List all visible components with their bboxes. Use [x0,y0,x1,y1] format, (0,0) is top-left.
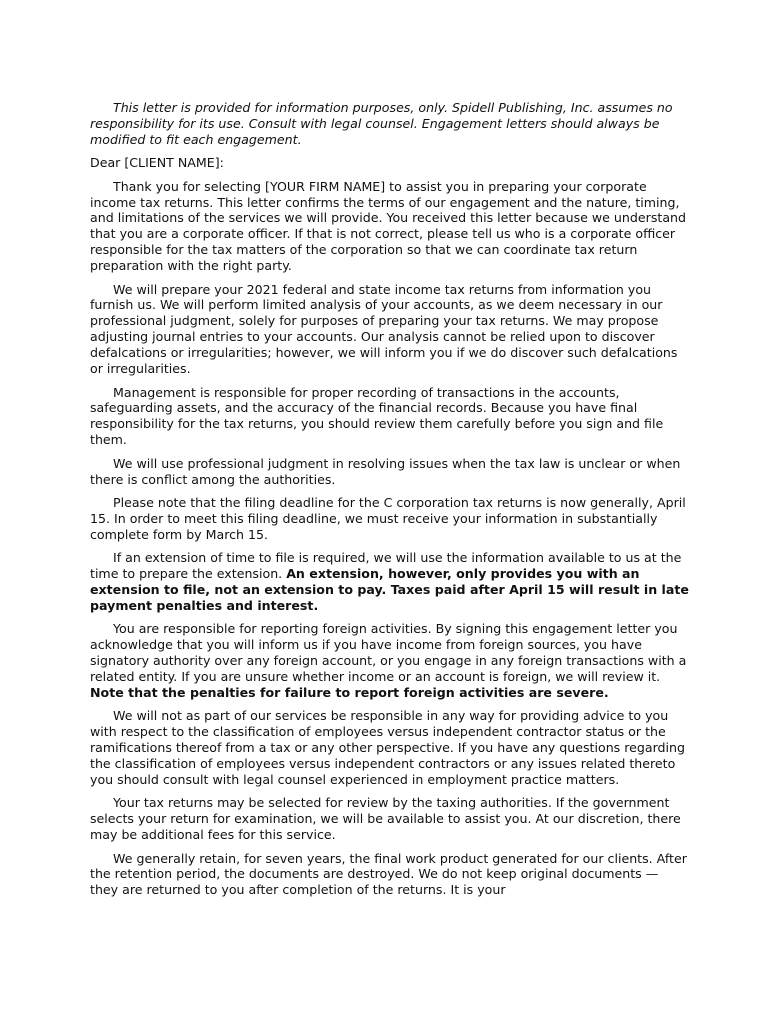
extension-text: If an extension of time to file is required, we will use the information available to us at the time to prepare the extension. [90,550,682,582]
foreign-penalties-warning: Note that the penalties for failure to report foreign activities are severe. [90,684,609,700]
disclaimer-paragraph: This letter is provided for information purposes, only. Spidell Publishing, Inc. assumes no responsibility for its use. Consult with legal counsel. Engagement letters should always be modified to fit each engagement. [90,100,673,147]
paragraph-engagement-intro: Thank you for selecting [YOUR FIRM NAME] to assist you in preparing your corporate income tax returns. This letter confirms the terms of our engagement and the nature, timing, and limitations of the services we will provide. You received this letter because we understand that you are a corporate officer. If that is not correct, please tell us who is a corporate officer responsible for the tax matters of the corporation so that we can coordinate tax return preparation with the right party. [90,178,687,274]
foreign-activities-text: You are responsible for reporting foreign activities. By signing this engagement letter you acknowledge that you will inform us if you have income from foreign sources, you have signatory authority over any foreign account, or you engage in any foreign transactions with a related entity. If you are unsure whether income or an account is foreign, we will review it. [90,621,687,684]
paragraph-filing-deadline: Please note that the filing deadline for the C corporation tax returns is now generally, April 15. In order to meet this filing deadline, we must receive your information in substantially complete form by March 15. [90,494,686,542]
paragraph-extension [90,550,690,614]
paragraph-tax-return-preparation: We will prepare your 2021 federal and state income tax returns from information you furnish us. We will perform limited analysis of your accounts, as we deem necessary in our professional judgment, solely for purposes of preparing your tax returns. We may propose adjusting journal entries to your accounts. Our analysis cannot be relied upon to discover defalcations or irregularities; however, we will inform you if we do discover such defalcations or irregularities. [90,281,678,377]
paragraph-employee-classification: We will not as part of our services be responsible in any way for providing advice to you with respect to the classification of employees versus independent contractor status or the ramifications thereof from a tax or any other perspective. If you have any questions regarding the classification of employees versus independent contractors or any issues related thereto you should consult with legal counsel experienced in employment practice matters. [90,708,686,787]
paragraph-professional-judgment: We will use professional judgment in resolving issues when the tax law is unclear or when there is conflict among the authorities. [90,455,681,487]
paragraph-foreign-activities [90,621,690,701]
paragraph-document-retention: We generally retain, for seven years, the final work product generated for our clients. After the retention period, the documents are destroyed. We do not keep original documents — they are returned to you after completion of the returns. It is your [90,850,687,898]
salutation: Dear [CLIENT NAME]: [90,155,224,171]
extension-warning: An extension, however, only provides you with an extension to file, not an extension to pay. Taxes paid after April 15 will result in late payment penalties and interest. [90,566,689,613]
paragraph-examination: Your tax returns may be selected for review by the taxing authorities. If the government selects your return for examination, we will be available to assist you. At our discretion, there may be additional fees for this service. [90,795,681,843]
paragraph-management-responsibility: Management is responsible for proper recording of transactions in the accounts, safeguarding assets, and the accuracy of the financial records. Because you have final responsibility for the tax returns, you should review them carefully before you sign and file them. [90,384,664,448]
letter-page [90,100,690,906]
